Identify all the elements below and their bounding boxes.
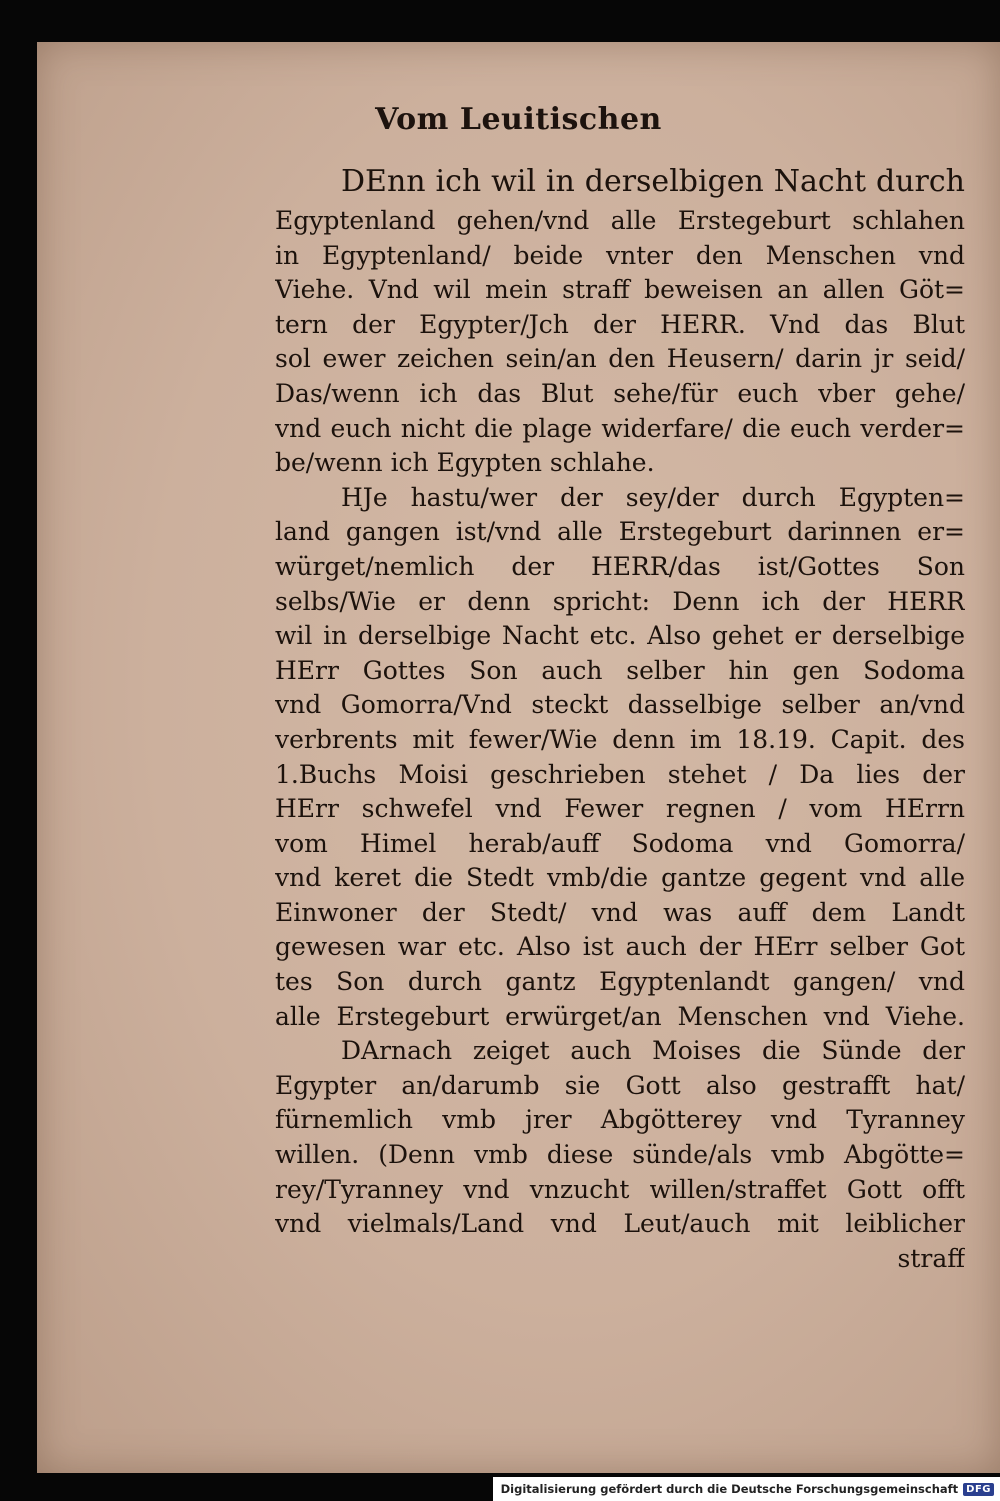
text-line: würget/nemlich der HERR/das ist/Gottes Son (275, 551, 965, 581)
text-line: rey/Tyranney vnd vnzucht willen/straffet Gott offt (275, 1174, 965, 1204)
text-line: HErr Gottes Son auch selber hin gen Sodoma (275, 655, 965, 685)
catchword: straff (897, 1243, 965, 1273)
dfg-logo: DFG (963, 1483, 994, 1496)
text-line: Egypter an/darumb sie Gott also gestrafft hat/ (275, 1070, 965, 1100)
text-line: vnd Gomorra/Vnd steckt dasselbige selber an/vnd (275, 690, 965, 720)
digitization-credit (493, 1477, 1000, 1501)
text-line: DEnn ich wil in derselbigen Nacht durch (341, 164, 965, 199)
text-line: vnd keret die Stedt vmb/die gantze gegent vnd alle (275, 863, 965, 893)
text-block (275, 160, 965, 1276)
text-line: Das/wenn ich das Blut sehe/für euch vber gehe/ (275, 378, 965, 408)
text-line: Egyptenland gehen/vnd alle Erstegeburt schlahen (275, 206, 965, 235)
text-line: vnd vielmals/Land vnd Leut/auch mit leiblicher (275, 1209, 965, 1239)
text-line: tes Son durch gantz Egyptenlandt gangen/ vnd (275, 967, 965, 997)
text-line: gewesen war etc. Also ist auch der HErr selber Got (275, 932, 965, 962)
text-line: tern der Egypter/Jch der HERR. Vnd das Blut (275, 309, 965, 339)
text-line: land gangen ist/vnd alle Erstegeburt darinnen er= (275, 517, 965, 547)
text-line: Einwoner der Stedt/ vnd was auff dem Landt (275, 897, 965, 927)
text-line: in Egyptenland/ beide vnter den Menschen vnd (275, 240, 965, 270)
text-line: DArnach zeiget auch Moises die Sünde der (341, 1036, 965, 1066)
book-page (37, 42, 1000, 1473)
text-line: alle Erstegeburt erwürget/an Menschen vnd Viehe. (275, 1001, 965, 1031)
text-line: be/wenn ich Egypten schlahe. (275, 448, 655, 478)
text-line: HErr schwefel vnd Fewer regnen / vom HErrn (275, 794, 965, 824)
text-line: selbs/Wie er denn spricht: Denn ich der HERR (275, 586, 965, 616)
text-line: vnd euch nicht die plage widerfare/ die euch verder= (275, 413, 965, 443)
text-line: sol ewer zeichen sein/an den Heusern/ darin jr seid/ (275, 344, 965, 374)
text-line: verbrents mit fewer/Wie denn im 18.19. Capit. des (275, 724, 965, 754)
text-line: willen. (Denn vmb diese sünde/als vmb Abgötte= (275, 1140, 965, 1170)
running-head: Vom Leuitischen (375, 102, 662, 137)
text-line: vom Himel herab/auff Sodoma vnd Gomorra/ (275, 828, 965, 858)
text-line: fürnemlich vmb jrer Abgötterey vnd Tyranney (275, 1105, 965, 1135)
text-line: 1.Buchs Moisi geschrieben stehet / Da lies der (275, 759, 965, 789)
text-line: wil in derselbige Nacht etc. Also gehet er derselbige (275, 621, 965, 651)
text-line: HJe hastu/wer der sey/der durch Egypten= (341, 482, 965, 512)
credit-text: Digitalisierung gefördert durch die Deutsche Forschungsgemeinschaft (500, 1482, 959, 1496)
text-line: Viehe. Vnd wil mein straff beweisen an allen Göt= (275, 275, 965, 305)
